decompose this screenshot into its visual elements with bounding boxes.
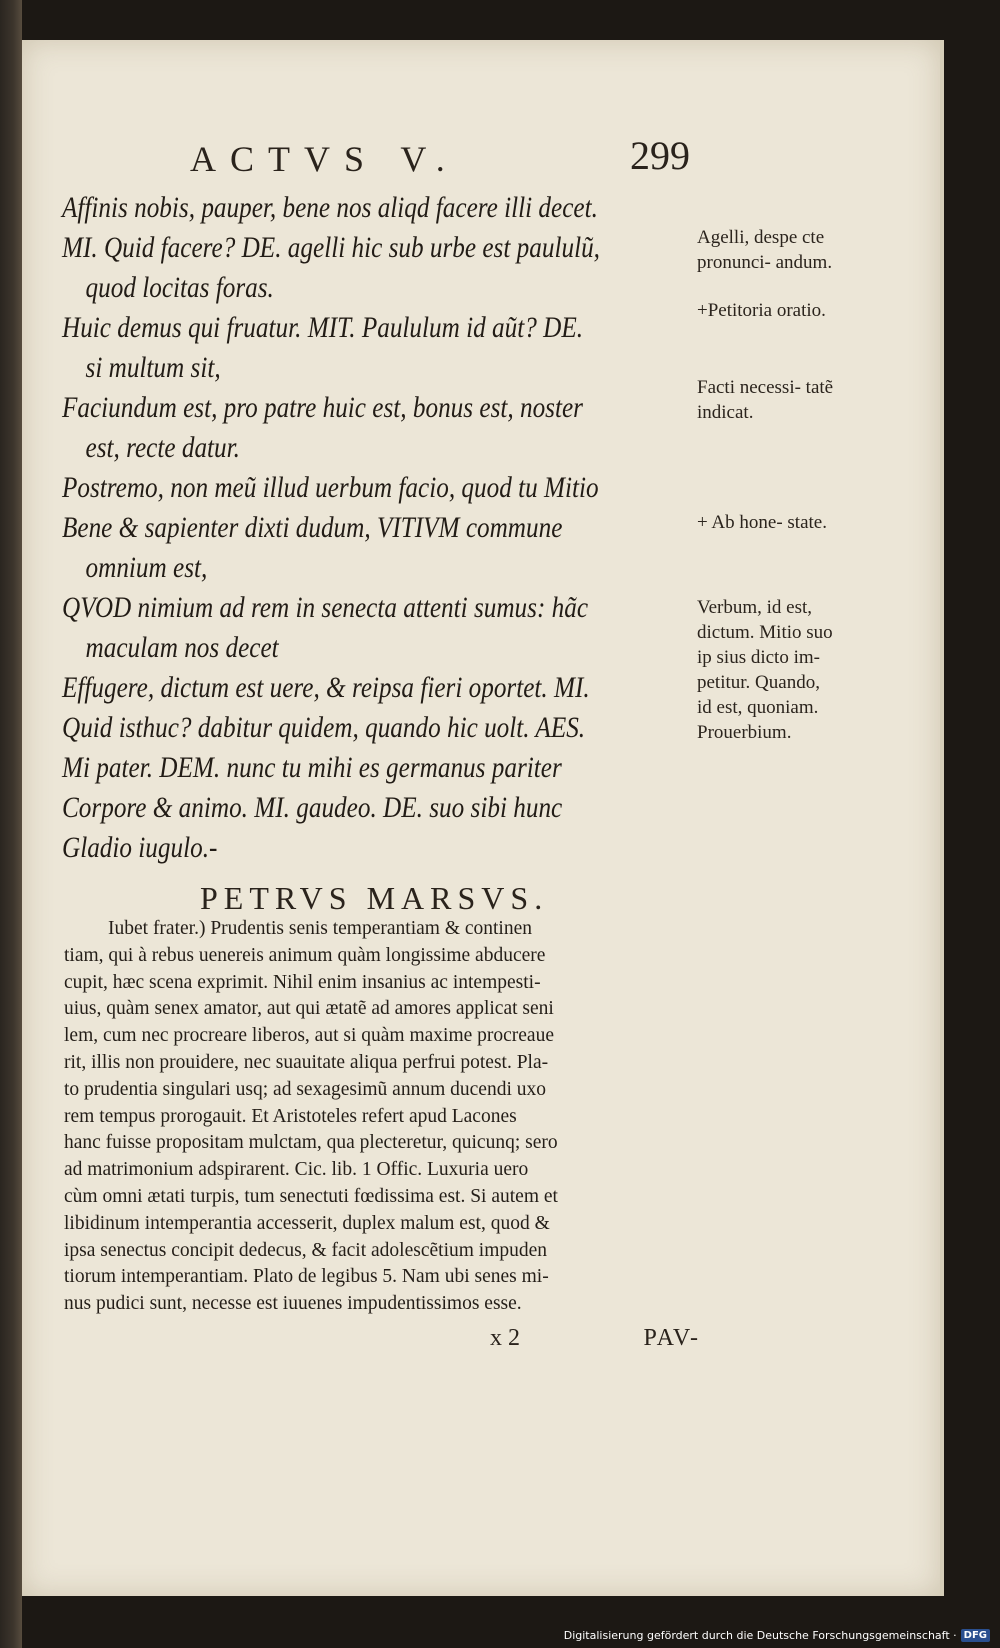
commentary-line: cupit, hæc scena exprimit. Nihil enim insanius ac intempesti- — [64, 971, 541, 993]
verse-line: est, recte datur. — [85, 431, 240, 464]
verse-line: MI. Quid facere? DE. agelli hic sub urbe est paululũ, — [62, 231, 600, 264]
verse-block — [62, 188, 709, 868]
verse-line: maculam nos decet — [85, 631, 279, 664]
verse-line: Gladio iugulo.- — [62, 831, 218, 864]
funding-credit — [564, 1629, 990, 1642]
commentary-line: rem tempus prorogauit. Et Aristoteles refert apud Lacones — [64, 1105, 517, 1127]
verse-line: Quid isthuc? dabitur quidem, quando hic uolt. AES. — [62, 711, 586, 744]
verse-line: Mi pater. DEM. nunc tu mihi es germanus pariter — [62, 751, 562, 784]
verse-line: Corpore & animo. MI. gaudeo. DE. suo sibi hunc — [62, 791, 563, 824]
commentary-line: ad matrimonium adspirarent. Cic. lib. 1 Offic. Luxuria uero — [64, 1159, 529, 1181]
commentary-line: tiorum intemperantiam. Plato de legibus 5. Nam ubi senes mi- — [64, 1266, 549, 1288]
commentary-line: hanc fuisse propositam mulctam, qua plecteretur, quicunq; sero — [64, 1132, 558, 1154]
verse-line: Huic demus qui fruatur. MIT. Paululum id aũt? DE. — [62, 311, 584, 344]
commentary-line: lem, cum nec procreare liberos, aut si quàm maxime procreaue — [64, 1025, 554, 1047]
page-footer — [490, 1325, 700, 1357]
dfg-logo-icon: DFG — [961, 1629, 990, 1642]
commentary-line: Iubet frater.) Prudentis senis temperantiam & continen — [108, 918, 533, 939]
commentary-line: to prudentia singulari usq; ad sexagesimũ annum ducendi uxo — [64, 1078, 546, 1100]
page-number: 299 — [630, 133, 690, 178]
verse-line: Bene & sapienter dixti dudum, VITIVM commune — [62, 511, 563, 544]
verse-line: Effugere, dictum est uere, & reipsa fieri oportet. MI. — [62, 671, 590, 704]
commentary-title: PETRVS MARSVS. — [200, 880, 549, 916]
commentary-block — [64, 916, 704, 1318]
margin-note: Facti necessi- tatẽ indicat. — [697, 377, 834, 423]
commentary-line: cùm omni ætati turpis, tum senectuti fœdissima est. Si autem et — [64, 1185, 558, 1207]
margin-note: Verbum, id est, dictum. Mitio suo ip sius dicto im- petitur. Quando, id est, quoniam. Prouerbium. — [697, 597, 833, 743]
commentary-line: tiam, qui à rebus uenereis animum quàm longissime abducere — [64, 944, 546, 966]
commentary-line: ipsa senectus concipit dedecus, & facit adolescẽtium impuden — [64, 1239, 548, 1261]
verse-line: Faciundum est, pro patre huic est, bonus est, noster — [62, 391, 583, 424]
verse-line: quod locitas foras. — [85, 271, 274, 304]
margin-note: +Petitoria oratio. — [697, 300, 826, 321]
verse-line: QVOD nimium ad rem in senecta attenti sumus: hãc — [62, 591, 589, 624]
commentary-line: uius, quàm senex amator, aut qui ætatẽ ad amores applicat seni — [64, 998, 554, 1020]
credit-text: Digitalisierung gefördert durch die Deutsche Forschungsgemeinschaft · — [563, 1629, 957, 1642]
verse-line: Affinis nobis, pauper, bene nos aliqd facere illi decet. — [62, 191, 598, 224]
commentary-line: rit, illis non prouidere, nec suauitate aliqua perfrui potest. Pla- — [64, 1051, 549, 1073]
running-head: ACTVS V. — [190, 139, 459, 179]
page-header — [190, 133, 690, 179]
book-spine — [0, 0, 22, 1648]
verse-line: omnium est, — [85, 551, 208, 584]
margin-note: Agelli, despe cte pronunci- andum. — [697, 227, 833, 273]
margin-note: + Ab hone- state. — [697, 512, 827, 533]
commentary-line: nus pudici sunt, necesse est iuuenes impudentissimos esse. — [64, 1293, 522, 1315]
verse-line: Postremo, non meũ illud uerbum facio, quod tu Mitio — [62, 471, 599, 504]
signature-mark: x 2 — [490, 1325, 520, 1351]
verse-line: si multum sit, — [85, 351, 221, 384]
catchword: PAV- — [643, 1325, 700, 1351]
commentary-line: libidinum intemperantia accesserit, duplex malum est, quod & — [64, 1212, 550, 1234]
